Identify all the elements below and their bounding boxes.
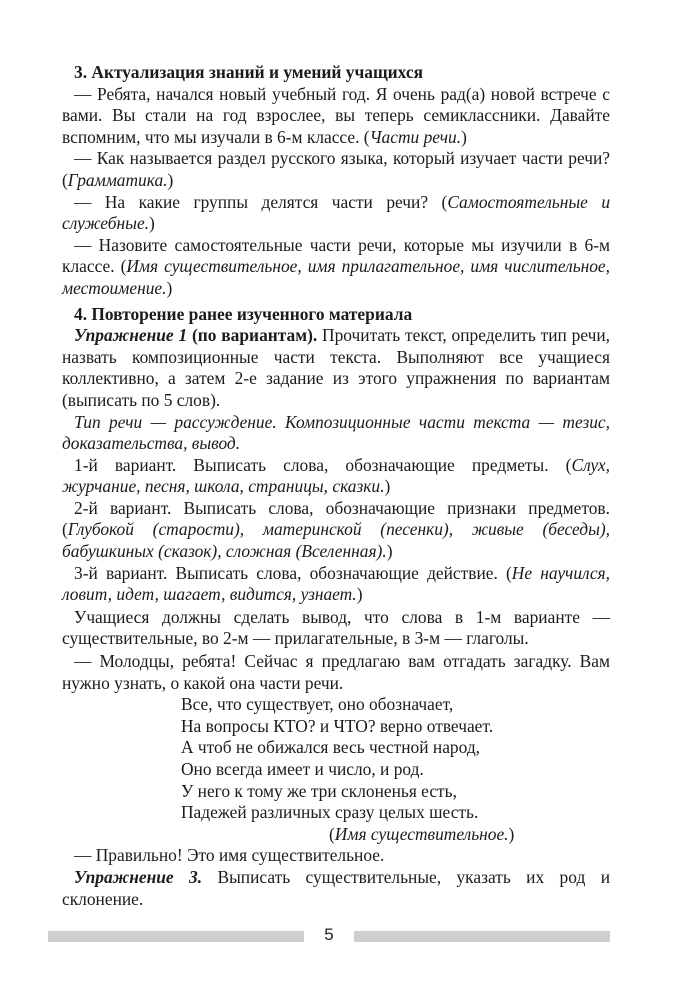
answer: Имя существительное, имя прилагательное, имя числительное, местоимение. — [62, 256, 610, 298]
exercise-1-label: Упражнение 1 — [74, 325, 188, 346]
poem-line: Падежей различных сразу целых шесть. — [181, 802, 479, 823]
riddle-poem — [181, 694, 610, 824]
paragraph — [62, 148, 610, 191]
poem-line: У него к тому же три склоненья есть, — [181, 780, 457, 801]
exercise-3-label: Упражнение 3. — [74, 866, 203, 887]
section-3-heading: 3. Актуализация знаний и умений учащихся — [74, 62, 423, 82]
text: — На какие группы делятся части речи? ( — [74, 191, 448, 212]
text: ( — [329, 823, 335, 844]
text: — Как называется раздел русского языка, который изучает части речи? ( — [62, 148, 610, 190]
text: ) — [149, 213, 155, 234]
paragraph — [62, 412, 610, 455]
footer-bar-left — [48, 931, 304, 942]
answer: Части речи. — [369, 126, 462, 147]
poem-line: Все, что существует, оно обозначает, — [181, 694, 454, 715]
answer: Самостоятельные и служебные. — [62, 191, 611, 234]
paragraph — [62, 84, 610, 149]
exercise-1-paren: (по вариантам). — [187, 325, 323, 346]
answer: Грамматика. — [67, 169, 168, 190]
page-footer — [48, 926, 610, 948]
exercise-1-paragraph — [62, 325, 610, 411]
text: — Ребята, начался новый учебный год. Я очень рад(а) новой встрече с вами. Вы стали на год взрослее, вы теперь семиклассники. Давайте вспомним, что мы изучали в 6-м классе. ( — [62, 83, 610, 147]
answer: Глубокой (старости), материнской (песенки), живые (беседы), бабушкиных (сказок), сложная (Вселенная). — [62, 519, 610, 562]
text: ) — [508, 823, 515, 844]
variant-2 — [62, 498, 610, 563]
text: Выписать существительные, указать их род и склонение. — [62, 866, 610, 909]
paragraph: — Молодцы, ребята! Сейчас я предлагаю вам отгадать загадку. Вам нужно узнать, о какой она части речи. — [62, 651, 610, 693]
footer-bar-right — [354, 931, 610, 942]
answer: Имя существительное. — [334, 823, 509, 844]
riddle-answer — [329, 824, 610, 846]
answer: Не научился, ловит, идет, шагает, видится, узнает. — [62, 562, 610, 605]
text: ) — [384, 476, 391, 497]
poem-line: На вопросы КТО? и ЧТО? верно отвечает. — [181, 715, 494, 736]
text-type: Тип речи — рассуждение. Композиционные части текста — тезис, доказательства, вывод. — [62, 411, 610, 454]
paragraph — [62, 235, 610, 300]
text: 2-й вариант. Выписать слова, обозначающие признаки предметов. ( — [62, 497, 610, 540]
page-content — [62, 50, 610, 910]
text: ) — [386, 541, 393, 562]
text: ) — [356, 584, 363, 605]
exercise-3-paragraph — [62, 867, 610, 910]
poem-line: А чтоб не обижался весь честной народ, — [181, 737, 481, 758]
paragraph — [62, 192, 610, 235]
poem-line: Оно всегда имеет и число, и род. — [181, 759, 424, 779]
text: Прочитать текст, определить тип речи, назвать композиционные части текста. Выполняют все учащиеся коллективно, а затем 2-е задание из этого упражнения по вариантам (выписать по 5 слов). — [62, 325, 611, 410]
text: ) — [166, 277, 173, 298]
text: 3-й вариант. Выписать слова, обозначающие действие. ( — [74, 562, 512, 583]
variant-1 — [62, 455, 610, 498]
text: — Назовите самостоятельные части речи, которые мы изучили в 6-м классе. ( — [62, 234, 610, 277]
page-number: 5 — [324, 925, 334, 944]
paragraph: Учащиеся должны сделать вывод, что слова в 1-м варианте — существительные, во 2-м — прилагательные, в 3-м — глаголы. — [62, 606, 610, 649]
answer: Слух, журчание, песня, школа, страницы, сказки. — [62, 454, 610, 497]
text: ) — [167, 169, 174, 190]
text: ) — [461, 126, 467, 147]
variant-3 — [62, 563, 610, 606]
section-4-heading: 4. Повторение ранее изученного материала — [74, 303, 413, 324]
paragraph: — Правильно! Это имя существительное. — [74, 845, 385, 866]
text: 1-й вариант. Выписать слова, обозначающие предметы. ( — [74, 454, 572, 475]
